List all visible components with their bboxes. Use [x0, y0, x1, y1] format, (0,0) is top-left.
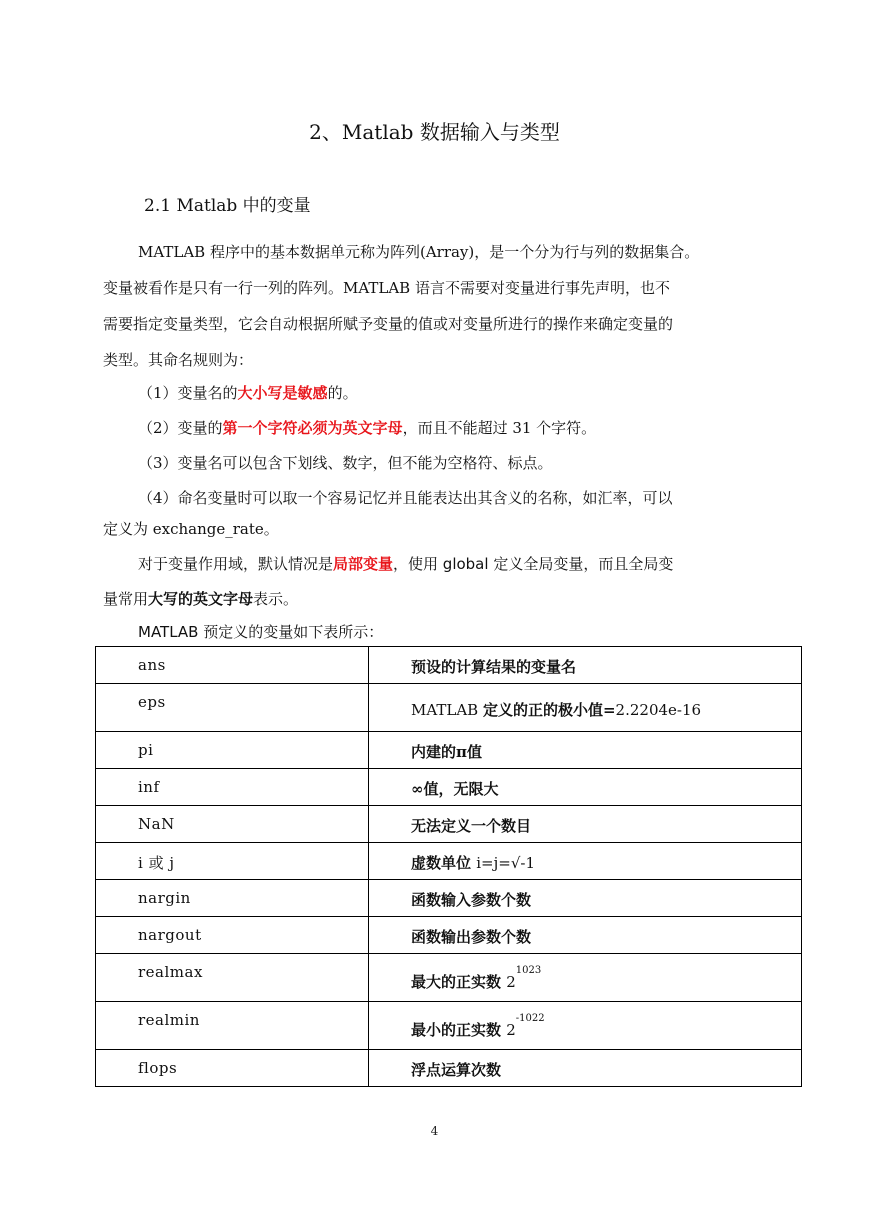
rule-1-prefix: （1）变量名的 — [138, 384, 238, 402]
table-row — [96, 684, 802, 732]
variable-description: ∞值，无限大 — [369, 769, 802, 806]
variable-name: eps — [96, 684, 369, 732]
variable-name: inf — [96, 769, 369, 806]
variable-name: nargout — [96, 917, 369, 954]
variable-description — [369, 843, 802, 880]
predefined-variables-table — [95, 646, 802, 1087]
desc-bold: 最小的正实数 — [411, 1021, 507, 1039]
section-heading: 2.1 Matlab 中的变量 — [144, 196, 311, 216]
desc-base: 2 — [506, 1021, 516, 1039]
scope-line-1 — [138, 552, 673, 576]
variable-description: 无法定义一个数目 — [369, 806, 802, 843]
table-row — [96, 1002, 802, 1050]
variable-name: ans — [96, 647, 369, 684]
scope-line-2-emphasis: 大写的英文字母 — [148, 590, 254, 608]
table-row — [96, 917, 802, 954]
scope-prefix: 对于变量作用域，默认情况是 — [138, 555, 334, 573]
rule-4-line-2: 定义为 exchange_rate。 — [103, 520, 279, 538]
table-row — [96, 954, 802, 1002]
variable-name: flops — [96, 1050, 369, 1087]
variable-name: realmin — [96, 1002, 369, 1050]
variable-description: 函数输出参数个数 — [369, 917, 802, 954]
rule-2-prefix: （2）变量的 — [138, 419, 223, 437]
desc-suffix: 2.2204e-16 — [615, 701, 702, 719]
variable-name: pi — [96, 732, 369, 769]
rule-2-suffix: ，而且不能超过 31 个字符。 — [402, 419, 597, 437]
desc-suffix: i=j=√-1 — [476, 854, 535, 872]
desc-prefix: MATLAB — [411, 701, 483, 719]
desc-bold: 定义的正的极小值= — [482, 701, 616, 719]
desc-bold: 虚数单位 — [411, 854, 477, 872]
scope-line-2-prefix: 量常用 — [103, 590, 149, 608]
variable-description: 预设的计算结果的变量名 — [369, 647, 802, 684]
desc-exponent: -1022 — [515, 1013, 545, 1024]
variable-description — [369, 684, 802, 732]
variable-description: 浮点运算次数 — [369, 1050, 802, 1087]
intro-line-1: MATLAB 程序中的基本数据单元称为阵列(Array)，是一个分为行与列的数据集合。 — [138, 243, 700, 261]
desc-base: 2 — [506, 973, 516, 991]
variable-name: i 或 j — [96, 843, 369, 880]
table-row — [96, 732, 802, 769]
variable-description — [369, 1002, 802, 1050]
scope-line-2 — [103, 587, 298, 611]
rule-1-suffix: 的。 — [327, 384, 358, 402]
intro-line-4: 类型。其命名规则为： — [103, 351, 254, 369]
rule-3: （3）变量名可以包含下划线、数字，但不能为空格符、标点。 — [138, 454, 553, 472]
page-title: 2、Matlab 数据输入与类型 — [309, 120, 560, 144]
rule-4-line-1: （4）命名变量时可以取一个容易记忆并且能表达出其含义的名称，如汇率，可以 — [138, 489, 673, 507]
table-intro: MATLAB 预定义的变量如下表所示： — [138, 623, 384, 641]
rule-2 — [138, 416, 596, 440]
intro-line-3: 需要指定变量类型，它会自动根据所赋予变量的值或对变量所进行的操作来确定变量的 — [103, 315, 674, 333]
scope-emphasis: 局部变量 — [333, 555, 394, 573]
intro-line-2: 变量被看作是只有一行一列的阵列。MATLAB 语言不需要对变量进行事先声明，也不 — [103, 279, 670, 297]
variable-description: 函数输入参数个数 — [369, 880, 802, 917]
variable-name: realmax — [96, 954, 369, 1002]
scope-middle: ，使用 global 定义全局变量，而且全局变 — [393, 555, 674, 573]
variable-description — [369, 954, 802, 1002]
desc-exponent: 1023 — [515, 965, 542, 976]
table-row — [96, 1050, 802, 1087]
table-row — [96, 806, 802, 843]
rule-1-emphasis: 大小写是敏感 — [237, 384, 328, 402]
rule-2-emphasis: 第一个字符必须为英文字母 — [222, 419, 403, 437]
rule-1 — [138, 381, 358, 405]
table-row — [96, 647, 802, 684]
desc-bold: 最大的正实数 — [411, 973, 507, 991]
scope-line-2-suffix: 表示。 — [253, 590, 299, 608]
variable-name: NaN — [96, 806, 369, 843]
table-row — [96, 880, 802, 917]
variable-name: nargin — [96, 880, 369, 917]
page-number: 4 — [430, 1124, 439, 1138]
table-row — [96, 843, 802, 880]
table-row — [96, 769, 802, 806]
variable-description: 内建的π值 — [369, 732, 802, 769]
